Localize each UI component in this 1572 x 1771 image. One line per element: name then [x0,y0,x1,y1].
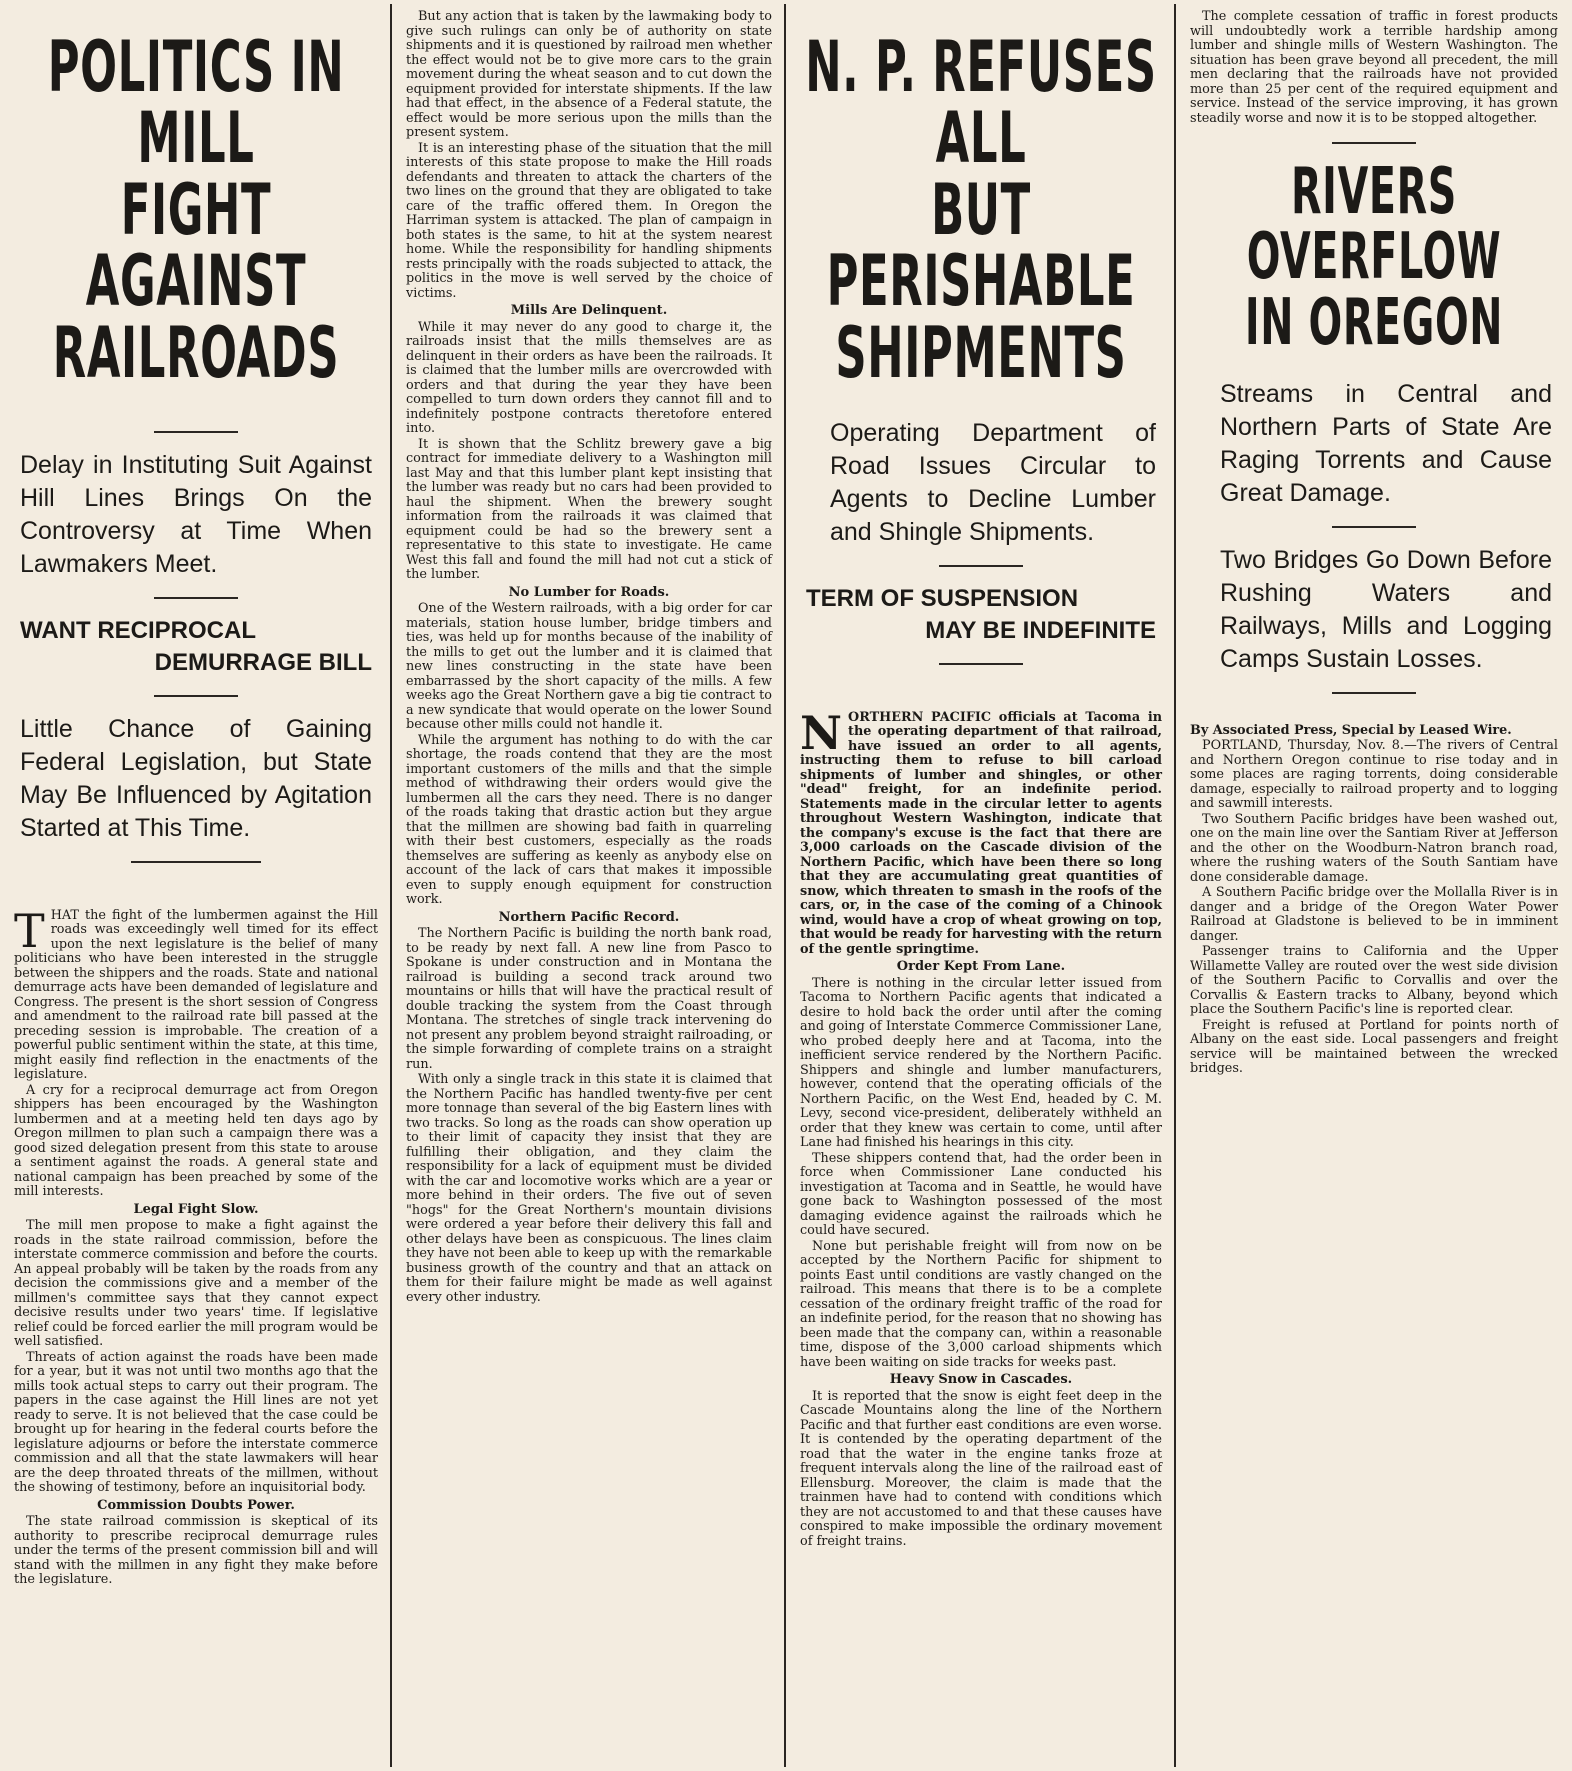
deck: Operating Department of Road Issues Circular to Agents to Decline Lumber and Shingle Shipments. [830,418,1156,546]
byline: By Associated Press, Special by Leased Wire. [1190,722,1512,738]
section-heading: No Lumber for Roads. [508,584,670,600]
divider [1332,692,1416,694]
section-heading: Mills Are Delinquent. [510,303,668,318]
deck: Delay in Instituting Suit Against Hill Lines Brings On the Controversy at Time When Lawmakers Meet. [20,450,372,578]
divider [154,597,238,599]
article-body: By Associated Press, Special by Leased Wire. PORTLAND, Thursday, Nov. 8.—The rivers of Central and Northern Oregon continue to rise today and in some places are raging torrents, doing considerable damage, especially to railroad property and to logging and sawmill interests. Two Southern Pacific bridges have been washed out, one on the main line over the Santiam River at Jefferson and the other on the Woodburn-Natron branch road, where the rushing waters of the South Santiam have done considerable damage. A Southern Pacific bridge over the Mollalla River is in danger and a bridge of the Oregon Water Power Railroad at Gladstone is believed to be in imminent danger. Passenger trains to California and the Upper Willamette Valley are routed over the west side division of the Southern Pacific to Corvallis and over the Corvallis & Eastern tracks to Albany, beyond which place the Southern Pacific's line is reported clear. Freight is refused at Portland for points north of Albany on the east side. Local passengers and freight service will be maintained between the wrecked bridges. [1190,722,1558,1077]
article-body: THAT the fight of the lumbermen against the Hill roads was exceedingly well timed for its effect upon the next legislature is the belief of many politicians who have been interested in the struggle between the shippers and the roads. State and national demurrage acts have been demanded of legislature and Congress. The present is the short session of Congress and amendment to the railroad rate bill passed at the preceding session is improbable. The creation of a powerful public sentiment within the state, at this time, might easily find reflection in the enactments of the legislature. A cry for a reciprocal demurrage act from Oregon shippers has been encouraged by the Washington lumbermen and at a meeting held ten days ago by Oregon millmen to plan such a campaign there was a good sized delegation present from this state to arouse a sentiment against the roads. A general state and national campaign has been preached by some of the mill interests. Legal Fight Slow. The mill men propose to make a fight against the roads in the state railroad commission, before the interstate commerce commission and before the courts. An appeal probably will be taken by the roads from any decision the commissions give and a member of the millmen's committee says that they cannot expect decisive results under two years' time. If legislative relief could be forced earlier the mill program would be well satisfied. Threats of action against the roads have been made for a year, but it was not until two months ago that the mills took actual steps to carry out their program. The papers in the case against the Hill lines are not yet ready to serve. It is not believed that the case could be brought up for hearing in the federal courts before the legislature adjourns or before the interstate commerce commission and all that the state lawmakers will hear are the deep throated threats of the millmen, without the showing of testimony, before an inquisitorial body. Commission Doubts Power. The state railroad commission is skeptical of its authority to prescribe reciprocal demurrage rules under the terms of the present commission bill and will stand with the millmen in any fight they make before the legislature. [14,903,378,1588]
section-heading: Order Kept From Lane. [896,959,1066,975]
divider [154,431,238,433]
article-rivers-overflow [1176,0,1572,1771]
drop-cap: T [14,903,45,958]
divider [1332,526,1416,528]
deck: Little Chance of Gaining Federal Legislation, but State May Be Influenced by Agitation Started at This Time. [20,714,372,842]
headline: POLITICS IN MILL FIGHT AGAINST RAILROADS [47,26,345,394]
article-body: The complete cessation of traffic in forest products will undoubtedly work a terrible hardship among lumber and shingle mills of Western Washington. The situation has been grave beyond all precedent, the mill men declaring that the railroads have not provided more than 25 per cent of the required equipment and service. Instead of the service improving, it has grown steadily worse and now it is to be stopped altogether. [1190,9,1558,126]
subhead: TERM OF SUSPENSION MAY BE INDEFINITE [806,584,1156,644]
article-body: But any action that is taken by the lawmaking body to give such rulings can only be of authority on state shipments and it is questioned by railroad men whether the effect would not be to give more cars to the grain movement during the wheat season and to cut down the equipment provided for interstate shipments. If the law had that effect, in the absence of a Federal statute, the effect would be more serious upon the mills than the present system. It is an interesting phase of the situation that the mill interests of this state propose to make the Hill roads defendants and threaten to attack the charters of the two lines on the ground that they are obligated to take care of the traffic offered them. In Oregon the Harriman system is attacked. The plan of campaign in both states is the same, to hit at the system nearest home. While the responsibility for handling shipments rests principally with the roads subjected to attack, the politics in the move is well served by the choice of victims. Mills Are Delinquent. While it may never do any good to charge it, the railroads insist that the mills themselves are as delinquent in their orders as have been the railroads. It is claimed that the lumber mills are overcrowded with orders and that during the year they have been compelled to turn down orders they cannot fill and to indefinitely postpone contracts theretofore entered into. It is shown that the Schlitz brewery gave a big contract for immediate delivery to a Washington mill last May and that this lumber plant kept insisting that the lumber was ready but no cars had been provided to haul the shipment. When the brewery sought information from the railroads it was claimed that equipment could be had so the brewery sent a representative to this state to investigate. He came West this fall and found the mill had not cut a stick of the lumber. No Lumber for Roads. One of the Western railroads, with a big order for car materials, station house lumber, bridge timbers and ties, was held up for months because of the inability of the mills to get out the lumber and it is claimed that new lines constructing in the state have been embarrassed by the short capacity of the mills. A few weeks ago the Great Northern gave a big tie contract to a new syndicate that would operate on the lower Sound because other mills could not handle it. While the argument has nothing to do with the car shortage, the roads contend that they are the most important customers of the mills and that the simple method of withdrawing their orders would give the lumbermen all the cars they need. There is no danger of the roads taking that drastic action but they argue that the millmen are showing bad faith in quarreling with their best customers, especially as the roads themselves are suffering as keenly as anybody else on account of the lack of cars that makes it impossible even to supply enough equipment for construction work. Northern Pacific Record. The Northern Pacific is building the north bank road, to be ready by next fall. A new line from Pasco to Spokane is under construction and in Montana the railroad is building a second track around two mountains or hills that will have the practical result of double tracking the system from the Coast through Montana. The stretches of single track intervening do not present any problem beyond straight railroading, or the simple forwarding of complete trains on a straight run. With only a single track in this state it is claimed that the Northern Pacific has handled twenty-five per cent more tonnage than several of the big Eastern lines with two tracks. So long as the roads can show operation up to their limit of capacity they insist that they are fulfilling their obligation, and they claim the responsibility for a lack of equipment must be divided with the car and locomotive works which are a year or more behind in their orders. The five out of seven "hogs" for the Great Northern's mountain divisions were ordered a year before their delivery this fall and other delays have been as conspicuous. The lines claim they have not been able to keep up with the remarkable business growth of the country and that an attack on them for their failure might be made as well against every other industry. [406,9,772,1305]
section-heading: Legal Fight Slow. [133,1201,259,1217]
divider [131,861,261,863]
divider [939,663,1023,665]
section-heading: Heavy Snow in Cascades. [889,1372,1073,1388]
divider [154,695,238,697]
article-np-refuses [786,0,1176,1771]
section-heading: Northern Pacific Record. [498,909,680,925]
article-body: Order Kept From Lane. There is nothing in the circular letter issued from Tacoma to Northern Pacific agents that indicated a desire to hold back the order until after the coming and going of Interstate Commerce Commissioner Lane, who probed deeply here and at Tacoma, into the inefficient service rendered by the Northern Pacific. Shippers and shingle and lumber manufacturers, however, contend that the operating officials of the Northern Pacific, on the West End, headed by C. M. Levy, second vice-president, deliberately withheld an order that they knew was certain to come, until after Lane had finished his hearings in this city. These shippers contend that, had the order been in force when Commissioner Lane conducted his investigation at Tacoma and in Seattle, he would have gone back to Washington possessed of the most damaging evidence against the railroads which he could have secured. None but perishable freight will from now on be accepted by the Northern Pacific for shipment to points East until conditions are vastly changed on the railroad. This means that there is to be a complete cessation of the ordinary freight traffic of the road for an indefinite period, for the reason that no showing has been made that the company can, within a reasonable time, dispose of the 3,000 carload shipments which have been waiting on side tracks for weeks past. Heavy Snow in Cascades. It is reported that the snow is eight feet deep in the Cascade Mountains along the line of the Northern Pacific and that further east conditions are even worse. It is contended by the operating department of the road that the water in the engine tanks froze at frequent intervals along the line of the railroad east of Ellensburg. Moreover, the claim is made that the trainmen have had to contend with conditions which they are not accustomed to and that these causes have conspired to make impossible the ordinary movement of freight trains. [800,959,1162,1549]
subhead: WANT RECIPROCAL DEMURRAGE BILL [20,616,372,676]
article-body: NORTHERN PACIFIC officials at Tacoma in the operating department of that railroad, have issued an order to all agents, instructing them to refuse to bill carload shipments of lumber and shingles, or other "dead" freight, for an indefinite period. Statements made in the circular letter to agents throughout Western Washington, indicate that the company's excuse is the fact that there are 3,000 carloads on the Cascade division of the Northern Pacific, which have been there so long that they are accumulating great quantities of snow, which threaten to smash in the roofs of the cars, or, in the case of the coming of a Chinook wind, would have a crop of wheat growing on top, that would be ready for harvesting with the return of the gentle springtime. [800,705,1162,957]
deck: Streams in Central and Northern Parts of State Are Raging Torrents and Cause Great Damage. [1220,379,1552,507]
article-politics-in-mill [0,0,392,1771]
section-heading: Commission Doubts Power. [97,1497,295,1513]
headline: RIVERS OVERFLOW IN OREGON [1244,155,1504,360]
headline: N. P. REFUSES ALL BUT PERISHABLE SHIPMENTS [805,26,1157,394]
article-continuation [392,0,786,1771]
divider [1332,142,1416,144]
drop-cap: N [800,705,843,760]
divider [939,565,1023,567]
deck: Two Bridges Go Down Before Rushing Waters and Railways, Mills and Logging Camps Sustain Losses. [1220,545,1552,673]
